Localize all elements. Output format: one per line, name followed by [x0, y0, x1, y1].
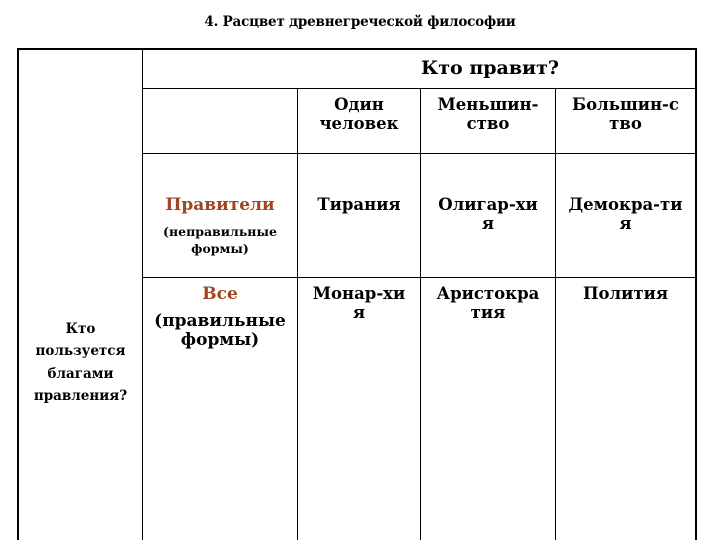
table-border-left: [17, 48, 19, 540]
table-row-divider: [142, 88, 696, 89]
cell-polity: Полития: [582, 284, 669, 303]
table-border-right: [695, 48, 697, 540]
row-header-rulers: Правители (неправильные формы): [163, 195, 277, 256]
row-header-who-benefits: Кто пользуется благами правления?: [33, 321, 128, 404]
cell-aristocracy: Аристокра тия: [436, 284, 540, 322]
table-border-top: [17, 48, 696, 50]
column-header-one-person: Один человек: [319, 95, 399, 133]
table-row-divider: [142, 153, 696, 154]
cell-tyranny: Тирания: [317, 195, 401, 214]
column-header-majority: Большин-с тво: [572, 95, 679, 133]
table-column-divider: [555, 88, 556, 540]
cell-democracy: Демокра-ти я: [568, 195, 683, 233]
header-who-rules: Кто правит?: [420, 57, 560, 79]
cell-monarchy: Монар-хи я: [312, 284, 406, 322]
column-header-minority: Меньшин- ство: [437, 95, 539, 133]
cell-oligarchy: Олигар-хи я: [438, 195, 538, 233]
slide-title: 4. Расцвет древнегреческой философии: [204, 14, 516, 30]
row-header-everyone: Все (правильные формы): [154, 284, 286, 351]
table-row-divider: [142, 277, 696, 278]
